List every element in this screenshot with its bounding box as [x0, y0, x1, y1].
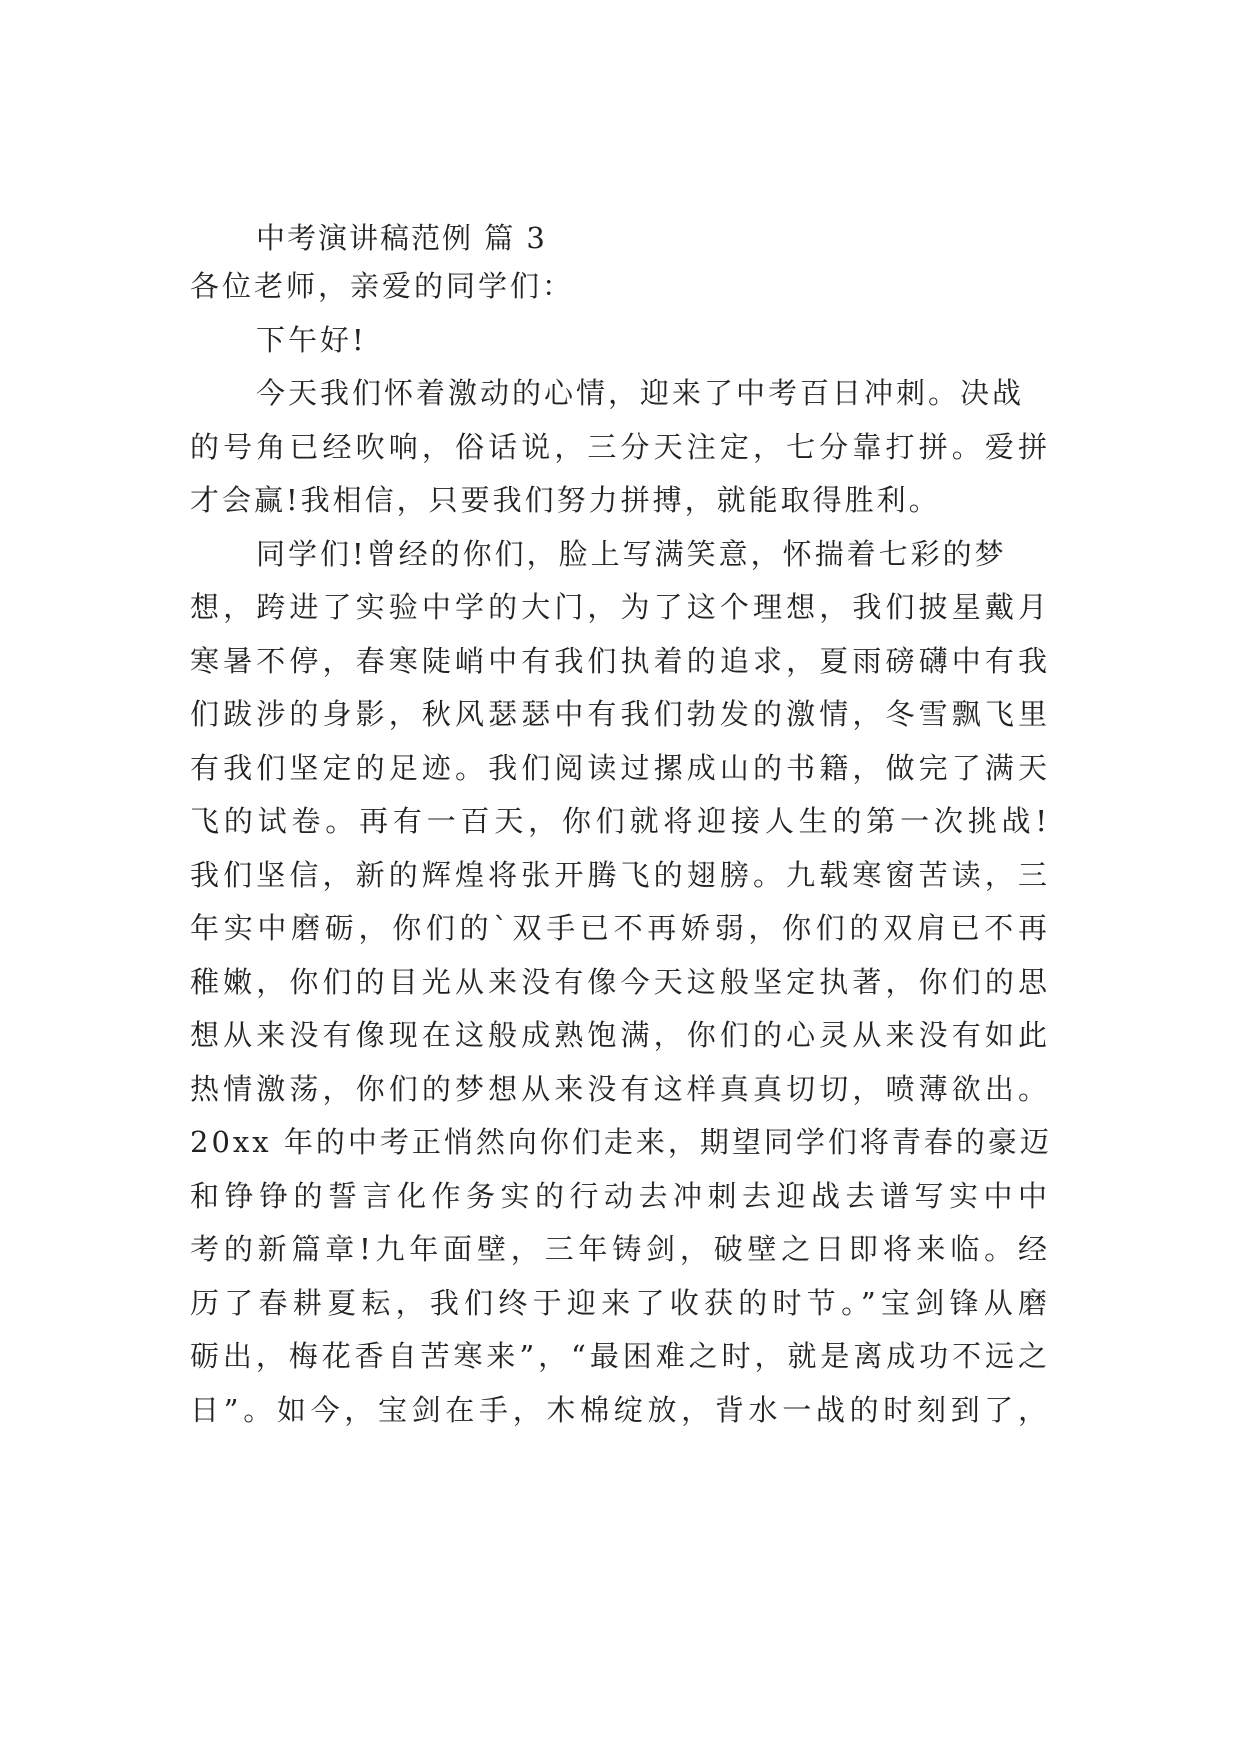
paragraph-line: 我们坚信，新的辉煌将张开腾飞的翅膀。九载寒窗苦读，三 [190, 857, 1050, 892]
paragraph-line: 砺出，梅花香自苦寒来”，“最困难之时，就是离成功不远之 [190, 1339, 1050, 1373]
document-title: 中考演讲稿范例 篇 3 [256, 221, 547, 255]
paragraph-line: 考的新篇章!九年面壁，三年铸剑，破壁之日即将来临。经 [190, 1232, 1050, 1266]
paragraph-line: 飞的试卷。再有一百天，你们就将迎接人生的第一次挑战! [190, 804, 1050, 838]
paragraph-line: 历了春耕夏耘，我们终于迎来了收获的时节。”宝剑锋从磨 [190, 1285, 1050, 1320]
paragraph-line: 同学们!曾经的你们，脸上写满笑意，怀揣着七彩的梦 [256, 536, 1007, 571]
paragraph-line: 才会赢!我相信，只要我们努力拼搏，就能取得胜利。 [190, 483, 941, 517]
paragraph-line: 日”。如今，宝剑在手，木棉绽放，背水一战的时刻到了， [190, 1392, 1050, 1427]
paragraph-line: 的号角已经吹响，俗话说，三分天注定，七分靠打拼。爱拼 [190, 429, 1050, 464]
paragraph-line: 有我们坚定的足迹。我们阅读过摞成山的书籍，做完了满天 [190, 750, 1050, 785]
paragraph-line: 20xx 年的中考正悄然向你们走来，期望同学们将青春的豪迈 [190, 1125, 1052, 1159]
greeting-line: 各位老师，亲爱的同学们： [190, 269, 575, 303]
paragraph-line: 们跋涉的身影，秋风瑟瑟中有我们勃发的激情，冬雪飘飞里 [190, 697, 1050, 731]
paragraph-line: 想，跨进了实验中学的大门，为了这个理想，我们披星戴月 [190, 590, 1050, 624]
paragraph-line: 今天我们怀着激动的心情，迎来了中考百日冲刺。决战 [256, 376, 1025, 410]
paragraph-line: 年实中磨砺，你们的`双手已不再娇弱，你们的双肩已不再 [190, 911, 1050, 945]
paragraph-line: 寒暑不停，春寒陡峭中有我们执着的追求，夏雨磅礴中有我 [190, 643, 1050, 678]
paragraph-line: 想从来没有像现在这般成熟饱满，你们的心灵从来没有如此 [190, 1018, 1050, 1052]
salutation-line: 下午好! [256, 322, 367, 357]
paragraph-line: 热情激荡，你们的梦想从来没有这样真真切切，喷薄欲出。 [190, 1071, 1050, 1106]
paragraph-line: 和铮铮的誓言化作务实的行动去冲刺去迎战去谱写实中中 [190, 1178, 1050, 1213]
paragraph-line: 稚嫩，你们的目光从来没有像今天这般坚定执著，你们的思 [190, 964, 1050, 999]
document-body [190, 216, 1050, 1437]
